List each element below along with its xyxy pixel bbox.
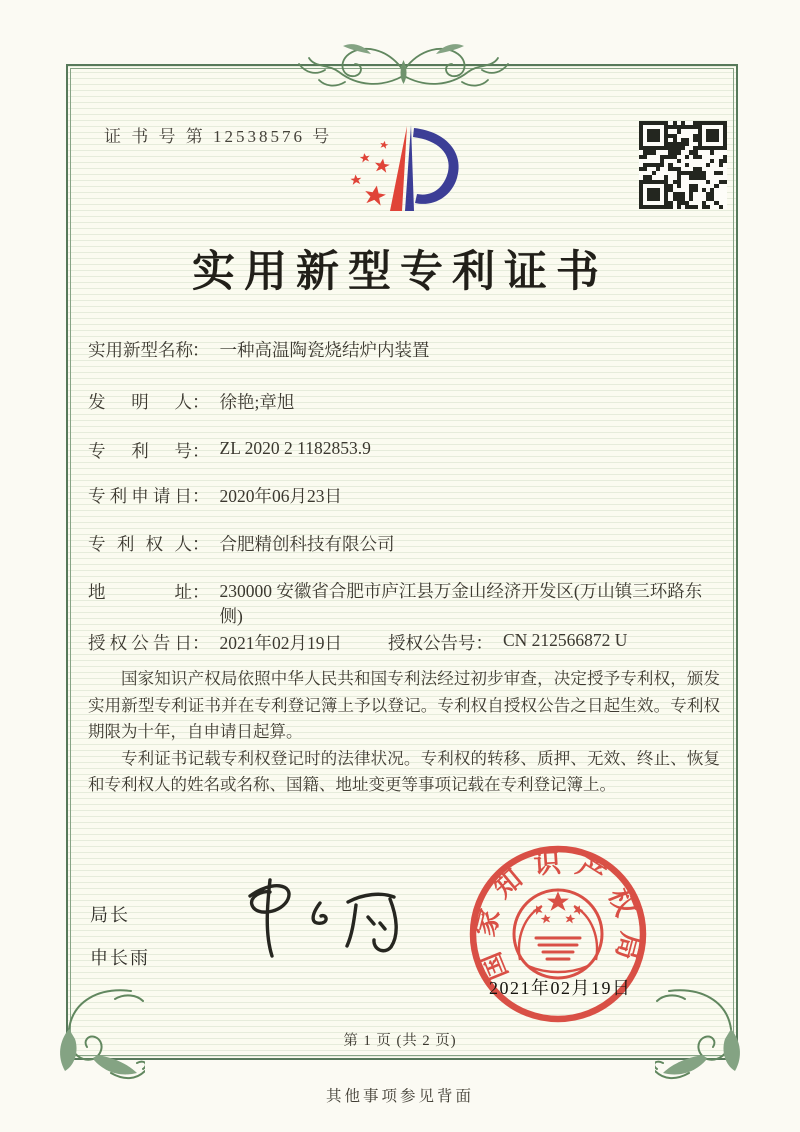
field-colon: ： xyxy=(192,486,210,506)
field-row-filing-date xyxy=(88,483,342,508)
back-side-note: 其他事项参见背面 xyxy=(325,1088,474,1105)
field-row-inventor xyxy=(88,389,294,414)
cnipa-logo-icon xyxy=(328,110,478,235)
field-value: 2021年02月19日 xyxy=(219,633,342,653)
field-label: 地址 xyxy=(88,582,192,602)
legal-paragraph: 国家知识产权局依照中华人民共和国专利法经过初步审查，决定授予专利权，颁发实用新型专利证书并在专利登记簿上予以登记。专利权自授权公告之日起生效。专利权期限为十年，自申请日起算。 xyxy=(88,669,720,741)
field-colon: ： xyxy=(192,582,210,602)
page-number: 第 1 页 (共 2 页) xyxy=(343,1033,457,1049)
field-row-name xyxy=(88,337,430,362)
bottom-right-flourish-ornament xyxy=(655,985,755,1085)
field-value: 230000 安徽省合肥市庐江县万金山经济开发区(万山镇三环路东侧) xyxy=(219,581,703,626)
field-value: 2020年06月23日 xyxy=(219,486,342,506)
field-row-grant xyxy=(88,630,728,655)
field-value: 徐艳;章旭 xyxy=(219,392,295,412)
field-label: 授权公告日 xyxy=(88,633,192,653)
bottom-left-flourish-ornament xyxy=(45,985,145,1085)
certificate-number: 证 书 号 第 12538576 号 xyxy=(104,127,333,146)
signer-name: 申长雨 xyxy=(90,948,150,968)
top-center-flourish-ornament xyxy=(286,36,521,100)
qr-code xyxy=(639,121,727,209)
field-label: 专利号 xyxy=(88,441,192,461)
field-colon: ： xyxy=(192,340,210,360)
seal-text: 国家知识产权局 xyxy=(469,846,647,985)
field-colon: ： xyxy=(475,633,493,653)
field-label: 专利申请日 xyxy=(88,486,192,506)
signer-title: 局长 xyxy=(90,905,130,925)
certificate-title: 实用新型专利证书 xyxy=(192,249,608,296)
field-label: 授权公告号 xyxy=(388,633,476,653)
field-value: ZL 2020 2 1182853.9 xyxy=(219,438,371,458)
field-colon: ： xyxy=(192,534,210,554)
field-row-patent-number xyxy=(88,438,371,463)
field-row-address xyxy=(88,579,720,629)
legal-paragraph: 专利证书记载专利权登记时的法律状况。专利权的转移、质押、无效、终止、恢复和专利权人的姓名或名称、国籍、地址变更等事项记载在专利登记簿上。 xyxy=(88,748,720,794)
field-colon: ： xyxy=(192,441,210,461)
field-value: CN 212566872 U xyxy=(503,630,628,650)
svg-text:国家知识产权局 xyxy=(470,847,646,985)
field-label: 实用新型名称 xyxy=(88,340,193,360)
field-colon: ： xyxy=(192,633,210,653)
field-label: 专利权人 xyxy=(88,534,192,554)
field-row-patentee xyxy=(88,531,395,556)
signer-block xyxy=(90,901,150,987)
commissioner-signature xyxy=(222,872,422,967)
field-colon: ： xyxy=(192,392,210,412)
field-label: 发明人 xyxy=(88,392,192,412)
field-pair-grant-number xyxy=(388,630,627,655)
field-value: 合肥精创科技有限公司 xyxy=(219,534,395,554)
national-emblem-icon xyxy=(514,890,602,978)
seal-date: 2021年02月19日 xyxy=(489,978,632,998)
legal-text-block xyxy=(88,666,720,799)
field-value: 一种高温陶瓷烧结炉内装置 xyxy=(219,340,430,360)
